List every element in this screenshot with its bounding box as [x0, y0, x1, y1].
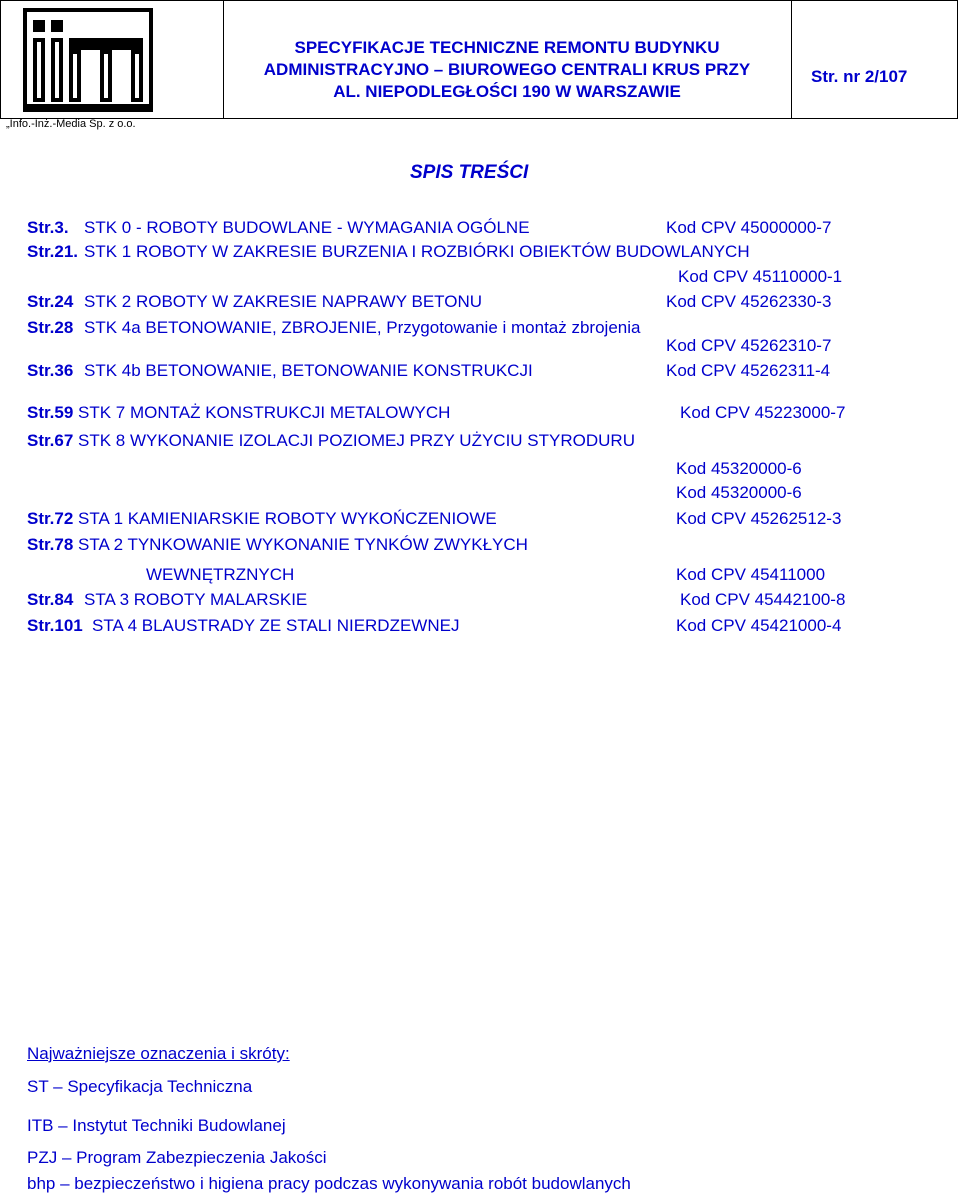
toc-entry-text: STK 0 - ROBOTY BUDOWLANE - WYMAGANIA OGÓLNE [84, 218, 530, 237]
header-title-line-1: SPECYFIKACJE TECHNICZNE REMONTU BUDYNKU [294, 38, 720, 57]
toc-entry-code: Kod 45320000-6 [676, 459, 802, 478]
toc-entry-page: Str.28 [27, 318, 74, 337]
logo-cell [1, 1, 224, 118]
toc-entry [27, 242, 78, 262]
header-title-line-2: ADMINISTRACYJNO – BIUROWEGO CENTRALI KRUS PRZY [263, 60, 751, 79]
toc-entry-text: STK 2 ROBOTY W ZAKRESIE NAPRAWY BETONU [84, 292, 483, 311]
legend-item: PZJ – Program Zabezpieczenia Jakości [27, 1148, 327, 1167]
toc-entry-page: Str.67 [27, 431, 74, 450]
toc-entry-text: STK 8 WYKONANIE IZOLACJI POZIOMEJ PRZY UŻYCIU STYRODURU [78, 431, 635, 450]
toc-entry [27, 361, 73, 381]
toc-entry-code: Kod CPV 45442100-8 [680, 590, 846, 609]
toc-entry [27, 509, 73, 529]
toc-entry-text: STA 3 ROBOTY MALARSKIE [84, 590, 308, 609]
toc-entry-text: STK 7 MONTAŻ KONSTRUKCJI METALOWYCH [78, 403, 451, 422]
legend-item: bhp – bezpieczeństwo i higiena pracy podczas wykonywania robót budowlanych [27, 1174, 631, 1193]
legend-title: Najważniejsze oznaczenia i skróty: [27, 1044, 290, 1063]
toc-entry-text-2: WEWNĘTRZNYCH [146, 565, 295, 584]
toc-entry-text: STA 2 TYNKOWANIE WYKONANIE TYNKÓW ZWYKŁYCH [78, 535, 528, 554]
toc-entry-code: Kod CPV 45262310-7 [666, 336, 832, 355]
toc-entry-code: Kod CPV 45262311-4 [666, 361, 831, 380]
toc-entry-code: Kod CPV 45000000-7 [666, 218, 832, 237]
toc-entry-text: STK 1 ROBOTY W ZAKRESIE BURZENIA I ROZBIÓRKI OBIEKTÓW BUDOWLANYCH [84, 242, 750, 261]
toc-entry [27, 590, 73, 610]
toc-entry-page: Str.72 [27, 509, 74, 528]
toc-entry-text: STA 1 KAMIENIARSKIE ROBOTY WYKOŃCZENIOWE [78, 509, 497, 528]
toc-entry-code: Kod CPV 45262330-3 [666, 292, 832, 311]
toc-title: SPIS TREŚCI [410, 162, 529, 183]
toc-entry [27, 218, 69, 238]
toc-entry [27, 535, 73, 555]
toc-entry [27, 403, 73, 423]
toc-entry [27, 318, 73, 338]
toc-entry-code: Kod CPV 45411000 [676, 565, 826, 584]
toc-entry-page: Str.84 [27, 590, 74, 609]
toc-entry-page: Str.3. [27, 218, 69, 237]
toc-entry-page: Str.36 [27, 361, 74, 380]
toc-entry-code: Kod CPV 45223000-7 [680, 403, 846, 422]
toc-entry-page: Str.59 [27, 403, 74, 422]
toc-entry [27, 616, 83, 636]
legend-item: ST – Specyfikacja Techniczna [27, 1077, 253, 1096]
toc-entry-text: STK 4a BETONOWANIE, ZBROJENIE, Przygotowanie i montaż zbrojenia [84, 318, 641, 337]
toc-entry-page: Str.78 [27, 535, 74, 554]
legend-item: ITB – Instytut Techniki Budowlanej [27, 1116, 286, 1135]
header-title-cell [223, 1, 792, 118]
header-page-cell [791, 1, 957, 118]
toc-entry-code: Kod CPV 45110000-1 [678, 267, 843, 286]
toc-entry-page: Str.24 [27, 292, 74, 311]
toc-entry-code: Kod CPV 45262512-3 [676, 509, 842, 528]
toc-entry-text: STA 4 BLAUSTRADY ZE STALI NIERDZEWNEJ [92, 616, 460, 635]
toc-entry-code-2: Kod 45320000-6 [676, 483, 802, 502]
company-name: „Info.-Inż.-Media Sp. z o.o. [6, 118, 136, 130]
toc-entry-code: Kod CPV 45421000-4 [676, 616, 842, 635]
page-header [0, 0, 958, 119]
toc-entry [27, 431, 73, 451]
toc-entry-page: Str.101 [27, 616, 83, 635]
toc-entry [27, 292, 73, 312]
toc-entry-text: STK 4b BETONOWANIE, BETONOWANIE KONSTRUKCJI [84, 361, 533, 380]
page-number: Str. nr 2/107 [811, 67, 908, 86]
header-title-line-3: AL. NIEPODLEGŁOŚCI 190 W WARSZAWIE [333, 82, 681, 101]
toc-entry-page: Str.21. [27, 242, 79, 261]
company-logo [23, 8, 153, 112]
